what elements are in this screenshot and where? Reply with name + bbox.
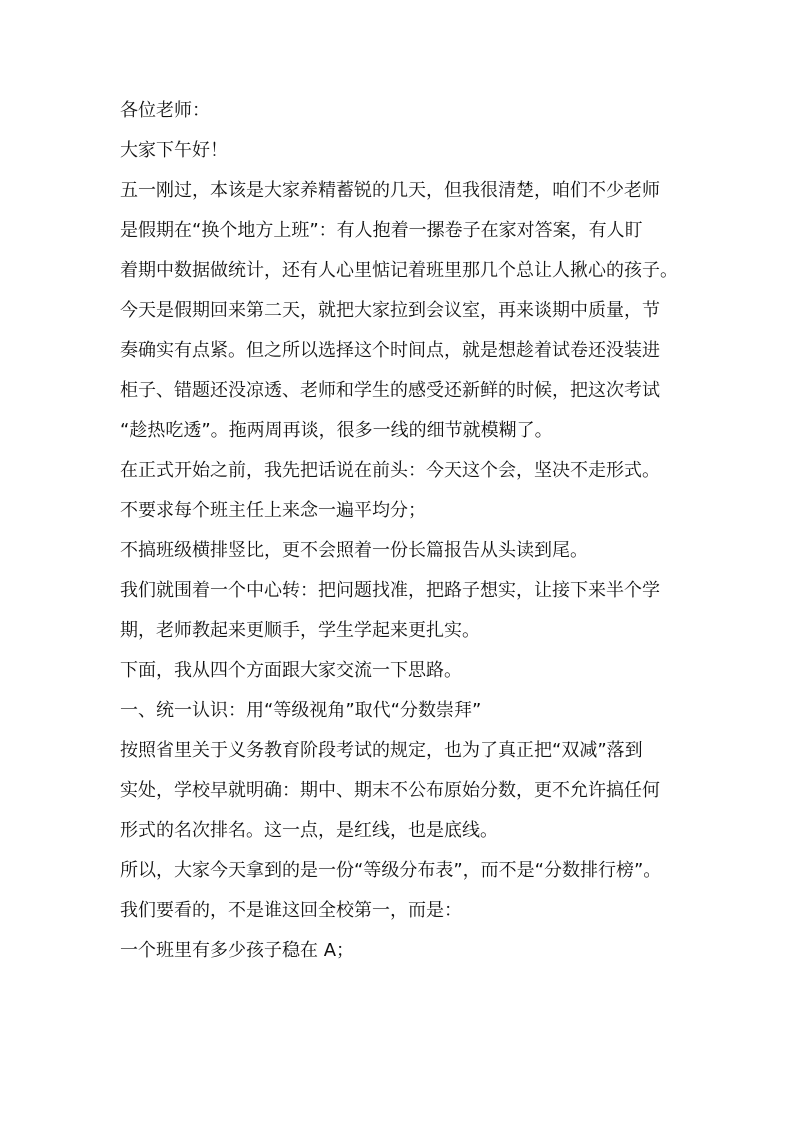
document-body xyxy=(120,101,700,981)
paragraph-line: 五一刚过，本该是大家养精蓄锐的几天，但我很清楚，咱们不少老师 xyxy=(120,180,660,201)
paragraph-line: 下面，我从四个方面跟大家交流一下思路。 xyxy=(120,660,462,681)
paragraph-line: 柜子、错题还没凉透、老师和学生的感受还新鲜的时候，把这次考试 xyxy=(120,380,660,401)
paragraph-line: 期，老师教起来更顺手，学生学起来更扎实。 xyxy=(120,620,480,641)
paragraph-line: 一个班里有多少孩子稳在 A； xyxy=(120,940,355,961)
paragraph-line: 我们要看的，不是谁这回全校第一，而是： xyxy=(120,900,462,921)
salutation: 各位老师： xyxy=(120,100,210,121)
paragraph-line: 着期中数据做统计，还有人心里惦记着班里那几个总让人揪心的孩子。 xyxy=(120,260,678,281)
paragraph-line: 我们就围着一个中心转：把问题找准，把路子想实，让接下来半个学 xyxy=(120,580,660,601)
paragraph-line: 在正式开始之前，我先把话说在前头：今天这个会，坚决不走形式。 xyxy=(120,460,660,481)
paragraph-line: 不搞班级横排竖比，更不会照着一份长篇报告从头读到尾。 xyxy=(120,540,588,561)
paragraph-line: 形式的名次排名。这一点，是红线，也是底线。 xyxy=(120,820,498,841)
paragraph-line: 实处，学校早就明确：期中、期末不公布原始分数，更不允许搞任何 xyxy=(120,780,660,801)
paragraph-line: 不要求每个班主任上来念一遍平均分； xyxy=(120,500,426,521)
paragraph-line: “趁热吃透”。拖两周再谈，很多一线的细节就模糊了。 xyxy=(120,420,553,441)
section-heading: 一、统一认识：用“等级视角”取代“分数崇拜” xyxy=(120,700,482,721)
paragraph-line: 奏确实有点紧。但之所以选择这个时间点，就是想趁着试卷还没装进 xyxy=(120,340,660,361)
paragraph-line: 是假期在“换个地方上班”：有人抱着一摞卷子在家对答案，有人盯 xyxy=(120,220,643,241)
paragraph-line: 按照省里关于义务教育阶段考试的规定，也为了真正把“双减”落到 xyxy=(120,740,643,761)
greeting: 大家下午好！ xyxy=(120,140,228,161)
paragraph-line: 今天是假期回来第二天，就把大家拉到会议室，再来谈期中质量，节 xyxy=(120,300,660,321)
paragraph-line: 所以，大家今天拿到的是一份“等级分布表”，而不是“分数排行榜”。 xyxy=(120,860,662,881)
